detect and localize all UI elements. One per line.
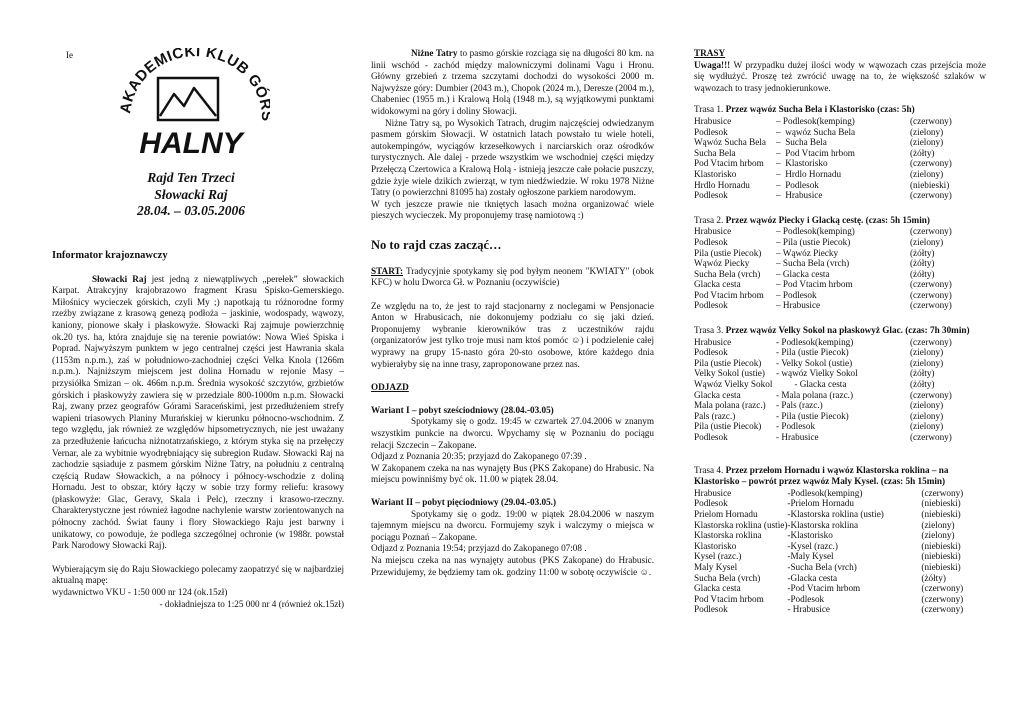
route-from: Hrabusice xyxy=(694,226,732,237)
informator-paragraph xyxy=(52,274,344,552)
route-trail-color: (zielony) xyxy=(910,357,944,368)
route-row xyxy=(694,530,986,541)
route-from: Klastorisko xyxy=(694,540,737,551)
route-from: Prielom Hornadu xyxy=(694,508,758,519)
route-row xyxy=(694,583,986,594)
route-row xyxy=(694,594,986,605)
route-to: - Pila (ustie Piecok) xyxy=(776,410,849,421)
route-title xyxy=(694,465,986,488)
route-row xyxy=(694,421,986,432)
stay-paragraph: Ze względu na to, że jest to rajd stacjonarny z noclegami w Pensjonacie Anton w Hrabusicach, nie dokonujemy podziału co się jaki dzień. Proponujemy wybranie kierowników tras z uczestników rajdu (organizatorów jest tylko troje musi nam ktoś pomóc ☺) i podzielenie całej wyprawy na grupy 15-nasto góra 20-sto osobowe, które każdego dnia wybierałyby się na inne trasy, zaproponowane przez nas. xyxy=(371,300,654,369)
route-to: -Glacka cesta xyxy=(787,572,838,583)
route-trail-color: (czerwony) xyxy=(910,432,952,442)
route-row xyxy=(694,337,986,348)
event-title-line2: Słowacki Raj xyxy=(154,186,228,202)
route-from: Podlesok xyxy=(694,236,728,247)
route-trail-color: (żółty) xyxy=(921,572,946,583)
route-to: - Podlesok xyxy=(776,421,816,432)
route-trail-color: (zielony) xyxy=(910,168,944,179)
variant2-bus: Na miejscu czeka na nas wynajęty autobus (PKS Zakopane) do Hrabusic. Przewidujemy, że będziemy tam ok. godziny 11:00 w sobotę oczywiście ☺. xyxy=(371,554,654,577)
route-name: Przez wąwóz Piecky i Glacką cestę. (czas: 5h 15min) xyxy=(723,214,930,225)
route-to: – Klastorisko xyxy=(776,158,828,169)
route-label: Trasa 4. xyxy=(694,464,724,475)
route-to: – Pod Vtacim hrbom xyxy=(776,279,853,290)
route-row xyxy=(694,279,986,290)
route-from: Podlesok xyxy=(694,604,728,615)
route-to: -Kysel (razc.) xyxy=(787,540,838,551)
route-from: Glacka cesta xyxy=(694,583,741,594)
route-from: Glacka cesta xyxy=(694,279,741,290)
variant1-departure: Odjazd z Poznania 20:35; przyjazd do Zakopanego 07:39 . xyxy=(371,451,587,462)
club-logo xyxy=(112,48,270,166)
route-from: Podlesok xyxy=(694,432,728,442)
variant2-heading: Wariant II – pobyt pięciodniowy (29.04.-03.05.) xyxy=(371,497,557,507)
route-trail-color: (czerwony) xyxy=(910,115,952,126)
route-trail-color: (zielony) xyxy=(910,410,944,421)
route-table xyxy=(694,488,986,615)
route-to: - wąwóz Vielky Sokol xyxy=(776,368,858,379)
route-to: – wąwóz Sucha Bela xyxy=(776,126,856,137)
event-dates: 28.04. – 03.05.2006 xyxy=(137,203,245,218)
route-row xyxy=(694,604,986,615)
route-to: – Sucha Bela xyxy=(776,137,827,148)
route-name: Przez wąwóz Sucha Bela i Klastorisko (czas: 5h) xyxy=(723,104,915,115)
warning-text: W przypadku dużej ilości wody w wąwozach czas przejścia może się wydłużyć. Proszę też zwrócić uwagę na to, że większość szlaków w wąwozach to trasy jednokierunkowe. xyxy=(694,59,986,93)
route-from: Wąwóz Sucha Bela xyxy=(694,137,766,148)
route-to: – Hrdlo Hornadu xyxy=(776,168,842,179)
route-from: Hrabusice xyxy=(694,487,732,498)
logo-name: HALNY xyxy=(139,127,243,160)
event-title xyxy=(112,170,270,220)
route-to: - Podlesok(kemping) xyxy=(776,336,854,347)
route-row xyxy=(694,488,986,499)
route-row xyxy=(694,432,986,443)
event-title-line1: Rajd Ten Trzeci xyxy=(147,170,235,185)
mountain-logo-icon xyxy=(112,48,270,166)
route-trail-color: (zielony) xyxy=(910,137,944,148)
route-from: Velky Sokol (ustie) xyxy=(694,368,765,379)
route-trail-color: (czerwony) xyxy=(921,487,964,498)
route-row xyxy=(694,137,986,148)
route-1 xyxy=(694,104,986,200)
route-from: Hrdlo Hornadu xyxy=(694,179,750,190)
variant2-departure: Odjazd z Poznania 19:54; przyjazd do Zakopanego 07:08 . xyxy=(371,543,587,554)
route-3 xyxy=(694,325,986,443)
route-from: Kysel (razc.) xyxy=(694,551,742,562)
route-from: Pila (ustie Piecok) xyxy=(694,357,762,368)
nizne-tatry-bold: Niżne Tatry xyxy=(411,48,458,58)
page-mark: Ie xyxy=(66,50,73,60)
route-from: Sucha Bela (vrch) xyxy=(694,268,761,279)
route-to: - Mala polana (razc.) xyxy=(776,389,854,400)
route-to: – Podlesok xyxy=(776,289,817,300)
route-trail-color: (czerwony) xyxy=(921,604,964,615)
route-to: – Hrabusice xyxy=(776,300,821,311)
column-trasy xyxy=(694,48,986,615)
route-trail-color: (zielony) xyxy=(921,519,955,530)
route-row xyxy=(694,358,986,369)
route-row xyxy=(694,180,986,191)
route-label: Trasa 3. xyxy=(694,325,724,336)
route-trail-color: (niebieski) xyxy=(921,540,961,551)
route-from: Podlesok xyxy=(694,347,728,358)
map-item-2: - dokładniejsza to 1:25 000 nr 4 (również ok.15zł) xyxy=(159,598,344,609)
routes-list xyxy=(694,104,986,615)
route-to: -Sucha Bela (vrch) xyxy=(787,561,857,572)
warning-label: Uwaga!!! xyxy=(694,59,731,70)
route-trail-color: (zielony) xyxy=(910,236,944,247)
route-trail-color: (czerwony) xyxy=(921,593,964,604)
route-row xyxy=(694,158,986,169)
route-row xyxy=(694,116,986,127)
map-item-1: wydawnictwo VKU - 1:50 000 nr 124 (ok.15zł) xyxy=(52,587,228,598)
route-trail-color: (czerwony) xyxy=(910,158,952,169)
route-trail-color: (zielony) xyxy=(921,530,955,541)
route-trail-color: (żółty) xyxy=(910,247,935,258)
route-to: -Podlesok xyxy=(787,593,825,604)
route-from: Pod Vtacim hrbom xyxy=(694,158,764,169)
route-trail-color: (niebieski) xyxy=(921,551,961,562)
route-from: Klastorska roklina xyxy=(694,530,762,541)
route-trail-color: (czerwony) xyxy=(921,583,964,594)
odjazd-heading: ODJAZD xyxy=(371,382,409,393)
route-row xyxy=(694,551,986,562)
route-from: Hrabusice xyxy=(694,115,732,126)
route-trail-color: (żółty) xyxy=(910,368,935,379)
route-from: Wąwóz Piecky xyxy=(694,258,750,269)
route-trail-color: (żółty) xyxy=(910,147,935,158)
route-from: Klastorska roklina (ustie) xyxy=(694,519,788,530)
route-to: -Maly Kysel xyxy=(787,551,834,562)
route-trail-color: (czerwony) xyxy=(910,289,952,300)
logo-arc-text: AKADEMICKI KLUB GÓ xyxy=(117,48,270,115)
route-from: Podlesok xyxy=(694,300,728,311)
variant1-bus: W Zakopanem czeka na nas wynajęty Bus (PKS Zakopane) do Hrabusic. Na miejscu powinniśmy być ok. 11.00 w piątek 28.04. xyxy=(371,462,654,485)
informator-text: jest jedną z niewątpliwych „perełek” słowackich Karpat. Atrakcyjny krajobrazowo fragment Krasu Spisko-Gemerskiego. Miłośnicy wycieczek górskich, czyli My ;) napotkają tu różnorodne formy rzeźby związane z krasową genezą podłoża – jaskinie, wodospady, wąwozy, kaniony, pionowe skały i płaskowyże. Słowacki Raj zajmuje powierzchnię ok.20 tys. ha, która znajduje się na terenie powiatów: Nowa Wieś Spiska i Poprad. Najwyższym punktem w jego centralnej części jest Hawrania skala (1153m n.p.m.), zaś w południowo-zachodniej części Velka Knola (1266m n.p.m.). Najniższym miejscem jest dolina Hornadu w rejonie Masy – przysiółka Smizan – ok. 466m n.p.m. Średnia wysokość szczytów, grzbietów górskich i płaskowyży zawiera się w przedziale 800-1000m n.p.m. Słowacki Raj, zwany przez geografów Górami Saraceńskimi, jest przedłużeniem strefy wapieni triasowych Planiny Murańskiej w kierunku północno-wschodnim. Z tego względu, jak również ze względów hipsometrycznych, nie jest uważany za przedłużenie łańcucha niżnotatrzańskiego, z którym styka się na przełęczy Vernar, ale za wybitnie wyodrębniający się subregion Rudaw. Słowacki Raj na zachodzie sąsiaduje z pasmem górskim Niżne Tatry, na południu z centralną częścią Rudaw Słowackich, a na północy i północy-wschodzie z doliną Hornadu. Jest to obszar, który łączy w sobie trzy formy reliefu: krasowy (płaskowyże: Glac, Geravy, Skala i Pelc), rzeczny i krasowo-rzeczny. Charakterystyczne jest również łagodne nachylenie warstw zorientowanych na północny zachód. Świat fauny i flory Słowackiego Raju jest barwny i unikatowy, co powoduje, że podlega szczególnej ochronie (w 1988r. powstał Park Narodowy Słowacki Raj). xyxy=(52,273,345,551)
route-row xyxy=(694,400,986,411)
route-to: -Pod Vtacim hrbom xyxy=(787,583,861,594)
tatry-paragraph-2: Niżne Tatry są, po Wysokich Tatrach, drugim najczęściej odwiedzanym pasmem górskim Słowacji. W ostatnich latach powstało tu wiele hoteli, autokempingów, wyciągów krzesełkowych i narciarskich oraz ośrodków turystycznych. Ale dalej - przede wszystkim we wschodniej części między Przełęczą Czertowica a Kralową Holą - istnieją jeszcze całe połacie puszczy, gdzie żyje wiele dzikich zwierząt, w tym niedźwiedzie. W roku 1978 Niżne Tatry (o powierzchni 81095 ha) zostały ogłoszone parkiem narodowym. xyxy=(371,117,654,198)
informator-heading: Informator krajoznawczy xyxy=(52,250,168,261)
route-title xyxy=(694,215,986,227)
slowacki-raj-bold: Słowacki Raj xyxy=(92,273,147,284)
route-trail-color: (niebieski) xyxy=(921,498,961,509)
start-label: START: xyxy=(371,265,404,276)
route-to: – Sucha Bela (vrch) xyxy=(776,258,850,269)
route-to: - Hrabusice xyxy=(787,604,830,615)
route-to: -Podlesok(kemping) xyxy=(787,487,863,498)
route-label: Trasa 2. xyxy=(694,214,724,225)
route-trail-color: (zielony) xyxy=(910,347,944,358)
route-name: Przez wąwóz Velky Sokol na płaskowyż Glac. (czas: 7h 30min) xyxy=(723,325,970,336)
route-to: – Podlesok(kemping) xyxy=(776,115,855,126)
route-to: - Pals (razc.) xyxy=(776,400,823,411)
route-to: -Klastorisko xyxy=(787,530,833,541)
route-row xyxy=(694,148,986,159)
route-from: Wąwóz Vielky Sokol xyxy=(694,379,773,390)
route-trail-color: (czerwony) xyxy=(910,336,952,347)
variant2-text: Spotykamy się o godz. 19:00 w piątek 28.04.2006 w naszym tajemnym miejscu na dworcu. Formujemy szyk i walczymy o miejsca w pociągu Poznań – Zakopane. xyxy=(371,508,654,542)
route-row xyxy=(694,300,986,311)
column-tatry xyxy=(371,48,654,578)
route-to: -Klastorska roklina xyxy=(787,519,859,530)
route-from: Maly Kysel xyxy=(694,561,738,572)
route-to: – Pila (ustie Piecok) xyxy=(776,236,851,247)
route-row xyxy=(694,498,986,509)
maps-intro: Wybierającym się do Raju Słowackiego polecamy zaopatrzyć się w najbardziej aktualną mapę: xyxy=(52,563,344,586)
route-from: Mala polana (razc.) xyxy=(694,400,766,411)
route-to: - Velky Sokol (ustie) xyxy=(776,357,853,368)
route-to: – Pod Vtacim hrbom xyxy=(776,147,855,158)
warning-paragraph xyxy=(694,60,986,95)
route-table xyxy=(694,116,986,201)
route-row xyxy=(694,347,986,358)
route-trail-color: (czerwony) xyxy=(910,226,952,237)
route-row xyxy=(694,390,986,401)
route-trail-color: (żółty) xyxy=(910,258,935,269)
route-trail-color: (żółty) xyxy=(910,379,935,390)
route-from: Pila (ustie Piecok) xyxy=(694,247,762,258)
route-from: Podlesok xyxy=(694,126,728,137)
route-row xyxy=(694,290,986,301)
route-trail-color: (czerwony) xyxy=(910,389,952,400)
route-from: Pod Vtacim hrbom xyxy=(694,593,764,604)
tatry-paragraph xyxy=(371,48,654,118)
route-to: – Glacka cesta xyxy=(776,268,830,279)
start-text: Tradycyjnie spotykamy się pod byłym neonem "KWIATY" (obok KFC) w holu Dworca Gł. w Poznaniu (oczywiście) xyxy=(371,265,654,288)
route-row xyxy=(694,520,986,531)
route-from: Podlesok xyxy=(694,190,728,201)
route-trail-color: (czerwony) xyxy=(910,300,952,311)
variant1-text: Spotykamy się o godz. 19:45 w czwartek 27.04.2006 w znanym wszystkim punkcie na dworcu. Wpychamy się w Poznaniu do pociągu relacji Szczecin – Zakopane. xyxy=(371,416,654,450)
route-row xyxy=(694,226,986,237)
route-to: – Podlesok xyxy=(776,179,819,190)
route-from: Podlesok xyxy=(694,498,728,509)
route-to: -Klastorska roklina (ustie) xyxy=(787,508,884,519)
route-title xyxy=(694,104,986,116)
route-label: Trasa 1. xyxy=(694,104,724,115)
route-row xyxy=(694,411,986,422)
route-row xyxy=(694,509,986,520)
tatry-text: to pasmo górskie rozciąga się na długości 80 km. na linii wschód - zachód między malowniczymi dolinami Vagu i Hronu. Główny grzebień z trzema szczytami dochodzi do wysokości 2000 m. Najwyższe góry: Dumbier (2043 m.), Chopok (2024 m.), Deresze (2004 m.), Chabeniec (1955 m.) i Kralową Holą (1948 m.), są wyjątkowymi punktami widokowymi na góry i doliny Słowacji. xyxy=(371,48,654,116)
route-row xyxy=(694,269,986,280)
route-row xyxy=(694,258,986,269)
route-row xyxy=(694,248,986,259)
route-2 xyxy=(694,215,986,311)
start-heading: No to rajd czas zacząć… xyxy=(371,237,502,252)
route-trail-color: (czerwony) xyxy=(910,190,952,201)
route-to: – Podlesok(kemping) xyxy=(776,226,855,237)
route-title xyxy=(694,325,986,337)
route-to: – Wąwóz Piecky xyxy=(776,247,839,258)
route-from: Pod Vtacim hrbom xyxy=(694,289,764,300)
route-to: -Prielom Hornadu xyxy=(787,498,854,509)
route-trail-color: (zielony) xyxy=(910,421,944,432)
route-from: Klastorisko xyxy=(694,168,737,179)
route-row xyxy=(694,379,986,390)
tatry-paragraph-3: W tych jeszcze prawie nie tkniętych lasach można organizować wiele pieszych wycieczek. My proponujemy trasę namiotową :) xyxy=(371,198,654,221)
route-trail-color: (niebieski) xyxy=(921,561,961,572)
column-informator xyxy=(52,250,344,610)
variant1-heading: Wariant I – pobyt sześciodniowy (28.04.-03.05) xyxy=(371,404,554,415)
route-table xyxy=(694,226,986,311)
route-row xyxy=(694,169,986,180)
route-from: Sucha Bela xyxy=(694,147,736,158)
route-row xyxy=(694,573,986,584)
route-row xyxy=(694,541,986,552)
route-from: Pila (ustie Piecok) xyxy=(694,421,762,432)
route-trail-color: (niebieski) xyxy=(921,508,961,519)
route-to: - Pila (ustie Piecok) xyxy=(776,347,849,358)
route-trail-color: (żółty) xyxy=(910,268,935,279)
route-row xyxy=(694,368,986,379)
route-from: Sucha Bela (vrch) xyxy=(694,572,761,583)
route-to: – Hrabusice xyxy=(776,190,823,201)
route-row xyxy=(694,237,986,248)
route-trail-color: (zielony) xyxy=(910,126,944,137)
route-to: - Hrabusice xyxy=(776,432,819,442)
route-table xyxy=(694,337,986,443)
trasy-heading: TRASY xyxy=(694,48,726,58)
route-row xyxy=(694,562,986,573)
route-from: Pals (razc.) xyxy=(694,410,736,421)
route-trail-color: (zielony) xyxy=(910,400,944,411)
start-paragraph xyxy=(371,266,654,289)
route-to: - Glacka cesta xyxy=(776,379,847,390)
route-trail-color: (czerwony) xyxy=(910,279,952,290)
svg-text:AKADEMICKI KLUB GÓRSKI xyxy=(112,48,270,122)
route-name: Przez przełom Hornadu i wąwóz Klastorska roklina – na Klastorisko – powrót przez wąwóz Maly Kysel. (czas: 5h 15min) xyxy=(694,464,949,487)
route-4 xyxy=(694,465,986,615)
route-from: Hrabusice xyxy=(694,336,732,347)
route-from: Glacka cesta xyxy=(694,389,741,400)
route-trail-color: (niebieski) xyxy=(910,179,950,190)
route-row xyxy=(694,190,986,201)
route-row xyxy=(694,127,986,138)
